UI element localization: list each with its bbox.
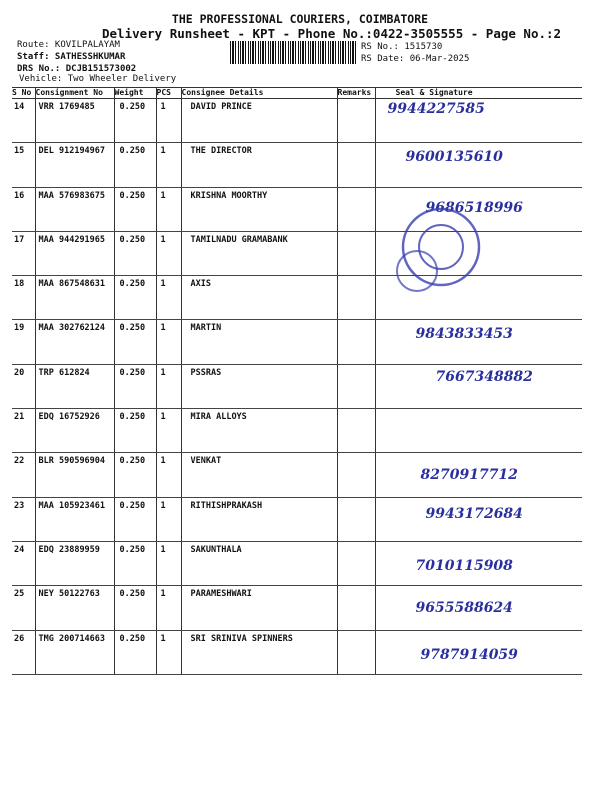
cell-name: PSSRAS — [181, 364, 337, 408]
cell-pcs: 1 — [156, 320, 181, 364]
table-row — [12, 99, 582, 143]
handwritten-phone: 7667348882 — [435, 368, 533, 385]
handwritten-phone: 9944227585 — [387, 101, 485, 117]
drs-number: DRS No.: DCJB151573002 — [17, 64, 137, 74]
column-header: Remarks — [337, 88, 375, 99]
cell-sno: 26 — [12, 630, 35, 674]
cell-remarks — [337, 231, 375, 275]
column-header: Seal & Signature — [375, 88, 582, 99]
table-row — [12, 143, 582, 187]
cell-name: TAMILNADU GRAMABANK — [181, 231, 337, 275]
table-row — [12, 630, 582, 674]
cell-name: THE DIRECTOR — [181, 143, 337, 187]
cell-remarks — [337, 143, 375, 187]
cell-remarks — [337, 630, 375, 674]
cell-signature — [375, 409, 582, 453]
cell-sno: 18 — [12, 276, 35, 320]
cell-pcs: 1 — [156, 541, 181, 585]
handwritten-phone: 9655588624 — [415, 600, 513, 617]
cell-name: SRI SRINIVA SPINNERS — [181, 630, 337, 674]
cell-signature — [375, 630, 582, 674]
cell-name: RITHISHPRAKASH — [181, 497, 337, 541]
cell-pcs: 1 — [156, 630, 181, 674]
cell-sno: 23 — [12, 497, 35, 541]
cell-pcs: 1 — [156, 497, 181, 541]
cell-cn: NEY 50122763 — [35, 586, 114, 630]
cell-sno: 20 — [12, 364, 35, 408]
cell-pcs: 1 — [156, 231, 181, 275]
column-header: PCS — [156, 88, 181, 99]
cell-pcs: 1 — [156, 453, 181, 497]
cell-remarks — [337, 187, 375, 231]
handwritten-phone: 9943172684 — [425, 505, 523, 522]
cell-remarks — [337, 586, 375, 630]
cell-cn: MAA 867548631 — [35, 276, 114, 320]
runsheet-subtitle: Delivery Runsheet - KPT - Phone No.:0422-3505555 - Page No.:2 — [102, 26, 562, 41]
cell-pcs: 1 — [156, 143, 181, 187]
table-row — [12, 320, 582, 364]
company-title: THE PROFESSIONAL COURIERS, COIMBATORE — [171, 12, 429, 26]
cell-wt: 0.250 — [114, 99, 156, 143]
table-row — [12, 364, 582, 408]
cell-sno: 25 — [12, 586, 35, 630]
cell-cn: DEL 912194967 — [35, 143, 114, 187]
table-row — [12, 541, 582, 585]
cell-cn: MAA 944291965 — [35, 231, 114, 275]
cell-signature — [375, 99, 582, 143]
runsheet-table — [12, 87, 582, 675]
cell-wt: 0.250 — [114, 453, 156, 497]
cell-pcs: 1 — [156, 187, 181, 231]
table-row — [12, 187, 582, 231]
cell-remarks — [337, 320, 375, 364]
cell-pcs: 1 — [156, 586, 181, 630]
cell-name: DAVID PRINCE — [181, 99, 337, 143]
handwritten-phone: 9600135610 — [405, 149, 503, 166]
cell-signature — [375, 541, 582, 585]
cell-signature — [375, 497, 582, 541]
cell-wt: 0.250 — [114, 231, 156, 275]
barcode — [230, 41, 357, 64]
cell-name: KRISHNA MOORTHY — [181, 187, 337, 231]
cell-wt: 0.250 — [114, 497, 156, 541]
cell-name: VENKAT — [181, 453, 337, 497]
cell-cn: VRR 1769485 — [35, 99, 114, 143]
cell-remarks — [337, 409, 375, 453]
cell-remarks — [337, 276, 375, 320]
table-row — [12, 409, 582, 453]
handwritten-phone: 9843833453 — [415, 326, 513, 343]
rs-number: RS No.: 1515730 — [361, 42, 443, 52]
cell-wt: 0.250 — [114, 409, 156, 453]
cell-wt: 0.250 — [114, 320, 156, 364]
cell-wt: 0.250 — [114, 364, 156, 408]
cell-sno: 14 — [12, 99, 35, 143]
cell-sno: 16 — [12, 187, 35, 231]
table-row — [12, 231, 582, 275]
table-row — [12, 276, 582, 320]
cell-wt: 0.250 — [114, 630, 156, 674]
cell-name: PARAMESHWARI — [181, 586, 337, 630]
cell-cn: EDQ 23889959 — [35, 541, 114, 585]
handwritten-phone: 8270917712 — [420, 467, 518, 484]
staff: Staff: SATHESSHKUMAR — [17, 52, 126, 62]
column-header: Consignee Details — [181, 88, 337, 99]
route: Route: KOVILPALAYAM — [17, 40, 120, 50]
cell-sno: 15 — [12, 143, 35, 187]
bank-seal-stamp-icon — [395, 205, 487, 297]
cell-remarks — [337, 497, 375, 541]
table-row — [12, 497, 582, 541]
cell-cn: TMG 200714663 — [35, 630, 114, 674]
handwritten-phone: 9787914059 — [420, 646, 518, 663]
cell-wt: 0.250 — [114, 586, 156, 630]
cell-pcs: 1 — [156, 364, 181, 408]
cell-sno: 22 — [12, 453, 35, 497]
cell-signature — [375, 364, 582, 408]
cell-name: AXIS — [181, 276, 337, 320]
cell-cn: MAA 576983675 — [35, 187, 114, 231]
cell-signature — [375, 320, 582, 364]
cell-wt: 0.250 — [114, 143, 156, 187]
cell-cn: TRP 612824 — [35, 364, 114, 408]
column-header: Weight — [114, 88, 156, 99]
cell-cn: EDQ 16752926 — [35, 409, 114, 453]
cell-name: MIRA ALLOYS — [181, 409, 337, 453]
cell-wt: 0.250 — [114, 541, 156, 585]
cell-sno: 24 — [12, 541, 35, 585]
cell-cn: MAA 105923461 — [35, 497, 114, 541]
vehicle: Vehicle: Two Wheeler Delivery — [19, 74, 177, 84]
cell-remarks — [337, 453, 375, 497]
rs-date: RS Date: 06-Mar-2025 — [361, 54, 470, 64]
handwritten-phone: 9686518996 — [425, 199, 523, 216]
cell-remarks — [337, 541, 375, 585]
cell-wt: 0.250 — [114, 187, 156, 231]
column-header: S No — [12, 88, 35, 99]
cell-remarks — [337, 99, 375, 143]
cell-pcs: 1 — [156, 276, 181, 320]
cell-sno: 17 — [12, 231, 35, 275]
cell-signature — [375, 453, 582, 497]
cell-name: SAKUNTHALA — [181, 541, 337, 585]
table-row — [12, 586, 582, 630]
cell-signature — [375, 143, 582, 187]
cell-cn: MAA 302762124 — [35, 320, 114, 364]
cell-sno: 19 — [12, 320, 35, 364]
cell-wt: 0.250 — [114, 276, 156, 320]
cell-sno: 21 — [12, 409, 35, 453]
table-row — [12, 453, 582, 497]
cell-pcs: 1 — [156, 409, 181, 453]
column-header: Consignment No — [35, 88, 114, 99]
cell-remarks — [337, 364, 375, 408]
cell-signature — [375, 586, 582, 630]
cell-name: MARTIN — [181, 320, 337, 364]
cell-pcs: 1 — [156, 99, 181, 143]
cell-cn: BLR 590596904 — [35, 453, 114, 497]
handwritten-phone: 7010115908 — [415, 557, 513, 574]
